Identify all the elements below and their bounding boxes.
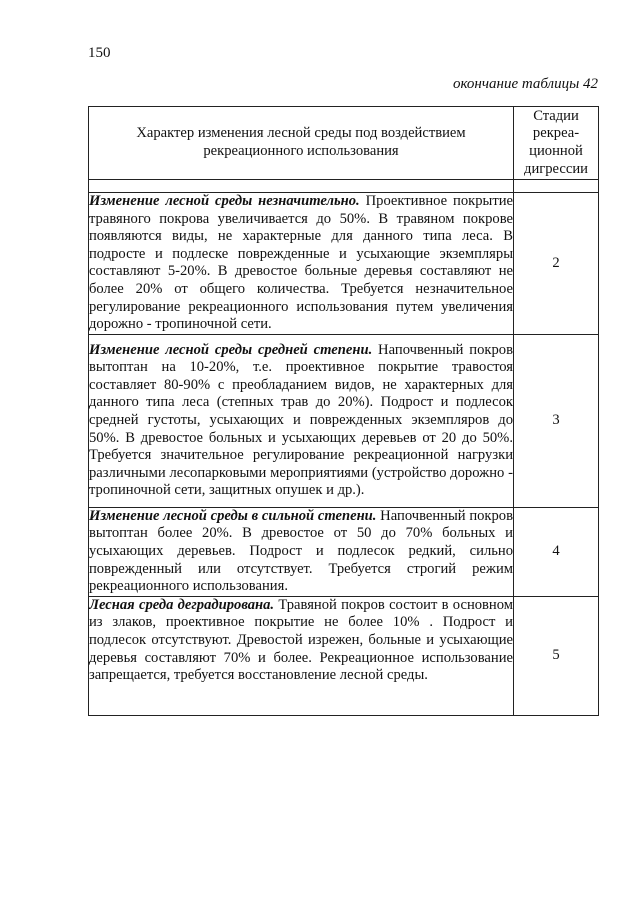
table-spacer-row <box>89 180 599 193</box>
row-text: Напочвенный покров вытоптан на 10-20%, т.е. проективное покрытие травостоя составляет 80-90% с преобладанием видов, не характерных для данного типа леса (степных трав до 20%). Подрост и подлесок средней густоты, усыхающих и поврежденных экземпляров до 50%. В древостое больных и усыхающих деревьев от 20 до 50%. Требуется значительное регулирование рекреационной нагрузки различными лесопарковыми мероприятиями (устройство дорожно - тропиночной сети, защитных опушек и др.). <box>89 341 513 499</box>
row-description-cell <box>89 334 514 507</box>
row-description-cell <box>89 507 514 596</box>
row-text: Проективное покрытие травяного покрова увеличивается до 50%. В травяном покрове появляются виды, не характерные для данного типа леса. В подросте и подлеске поврежденные и усыхающие экземпляры составляют 5-20%. В древостое больные деревья составляют не более 20% от общего количества. Требуется незначительное регулирование рекреационного использования путем увеличения дорожно - тропиночной сети. <box>89 193 513 333</box>
row-stage-cell: 2 <box>514 193 599 335</box>
row-stage-cell: 3 <box>514 334 599 507</box>
row-text: Напочвенный покров вытоптан более 20%. В древостое от 50 до 70% больных и усыхающих деревьев. Подрост и подлесок редкий, сильно поврежденный или отсутствует. Требуется строгий режим рекреационного использования. <box>89 507 513 595</box>
table-row <box>89 193 599 335</box>
row-title: Изменение лесной среды в сильной степени. <box>89 507 377 524</box>
row-title: Лесная среда деградирована. <box>89 596 275 613</box>
row-description-cell <box>89 193 514 335</box>
table-row <box>89 334 599 507</box>
row-stage-cell: 5 <box>514 596 599 715</box>
row-title: Изменение лесной среды незначительно. <box>89 193 360 209</box>
table-caption: окончание таблицы 42 <box>452 76 598 92</box>
recreation-digression-table <box>88 106 599 716</box>
spacer-cell <box>89 180 514 193</box>
header-description: Характер изменения лесной среды под воздействием рекреационного использования <box>89 107 514 180</box>
row-text: Травяной покров состоит в основном из злаков, проективное покрытие не более 10% . Подрост и подлесок отсутствуют. Древостой изрежен, больные и усыхающие деревья составляют 70% и более. Рекреационное использование запрещается, требуется восстановление лесной среды. <box>89 596 513 684</box>
header-stage: Стадии рекреа-ционной дигрессии <box>514 107 599 180</box>
table-row <box>89 507 599 596</box>
page-number: 150 <box>88 45 111 61</box>
table-row <box>89 596 599 715</box>
row-stage-cell: 4 <box>514 507 599 596</box>
table-header-row <box>89 107 599 180</box>
row-title: Изменение лесной среды средней степени. <box>89 341 373 358</box>
row-description-cell <box>89 596 514 715</box>
spacer-cell <box>514 180 599 193</box>
